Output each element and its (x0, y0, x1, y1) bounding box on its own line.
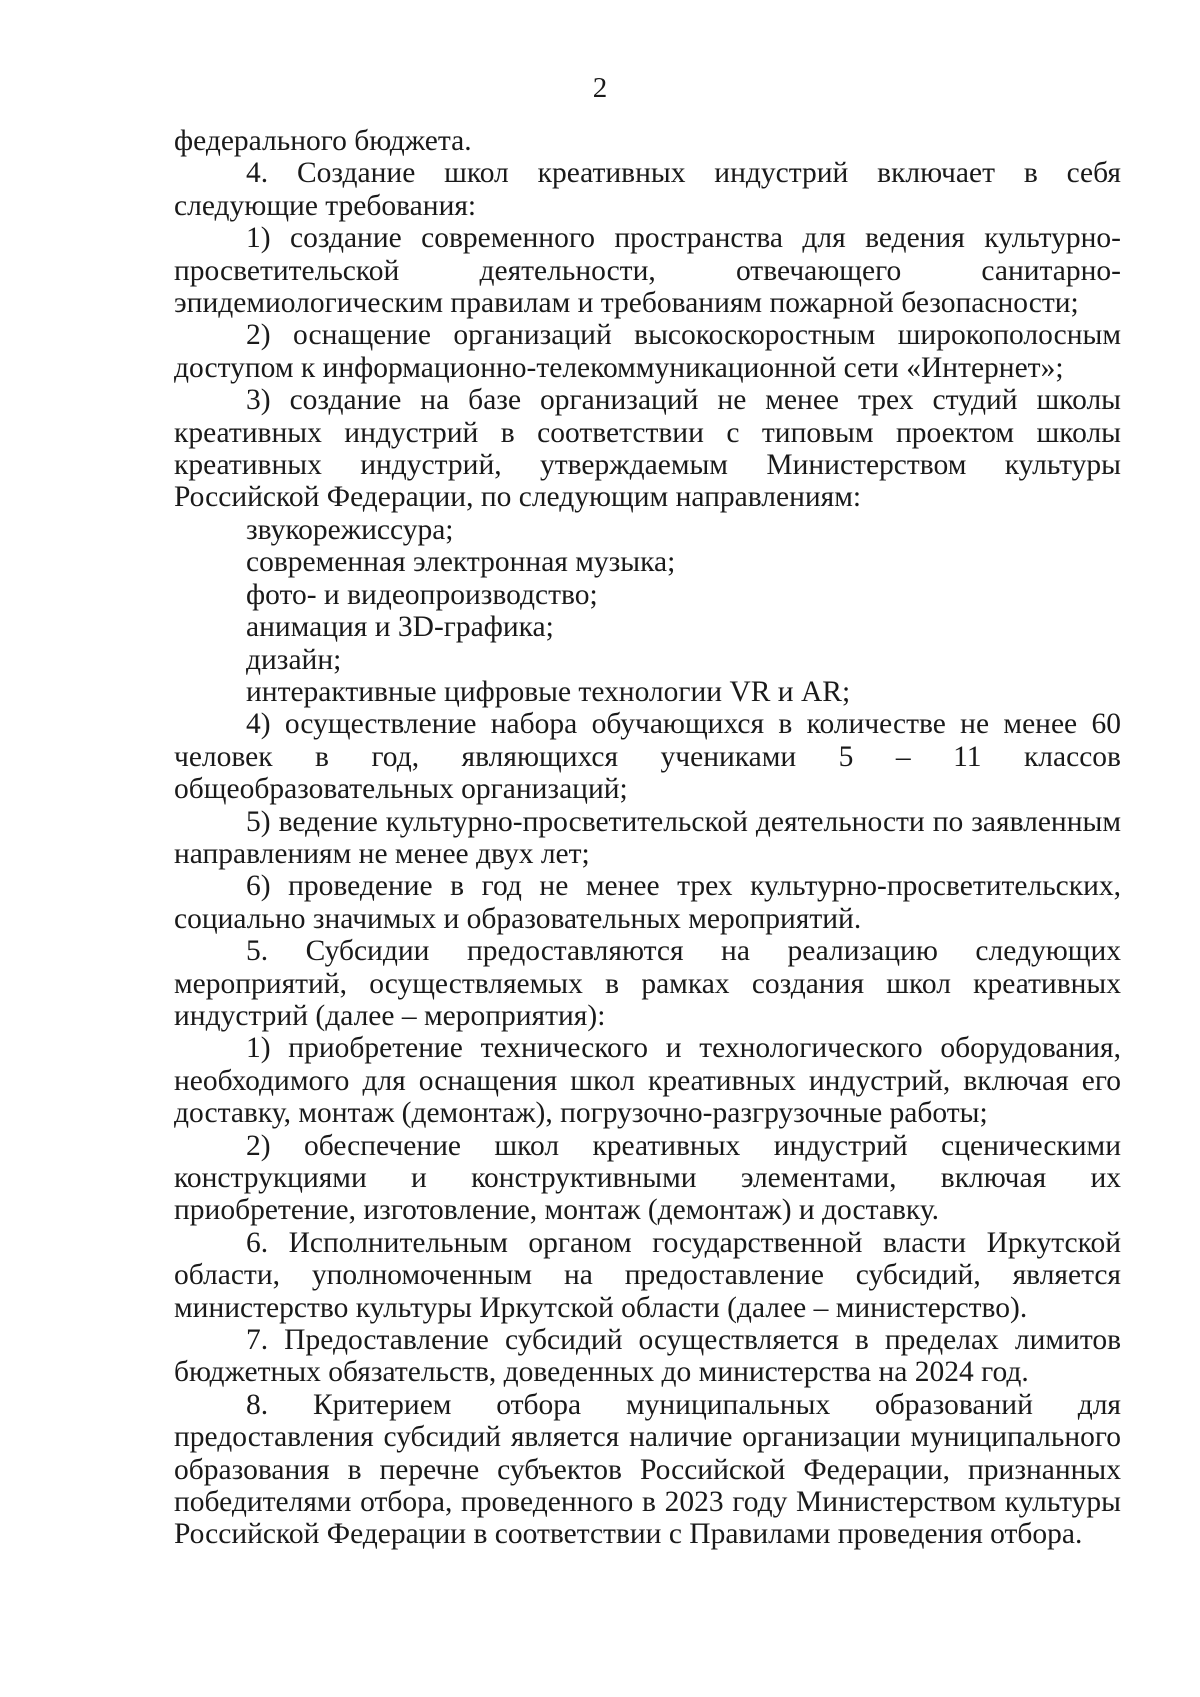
paragraph: 3) создание на базе организаций не менее трех студий школы креативных индустрий в соответствии с типовым проектом школы креативных индустрий, утверждаемым Министерством культуры Российской Федерации, по следующим направлениям: (174, 384, 1121, 514)
list-item: фото- и видеопроизводство; (246, 578, 598, 611)
paragraph: 5. Субсидии предоставляются на реализацию следующих мероприятий, осуществляемых в рамках создания школ креативных индустрий (далее – мероприятия): (174, 935, 1121, 1032)
document-body (174, 125, 1121, 1551)
paragraph: федерального бюджета. (174, 125, 472, 157)
paragraph: 4. Создание школ креативных индустрий включает в себя следующие требования: (174, 157, 1121, 222)
paragraph: 1) создание современного пространства для ведения культурно-просветительской деятельности, отвечающего санитарно-эпидемиологическим правилам и требованиям пожарной безопасности; (174, 222, 1121, 320)
paragraph: 8. Критерием отбора муниципальных образований для предоставления субсидий является наличие организации муниципального образования в перечне субъектов Российской Федерации, признанных победителями отбора, проведенного в 2023 году Министерством культуры Российской Федерации в соответствии с Правилами проведения отбора. (174, 1388, 1121, 1551)
list-item: анимация и 3D-графика; (246, 611, 554, 644)
paragraph: 2) оснащение организаций высокоскоростным широкополосным доступом к информационно-телекоммуникационной сети «Интернет»; (174, 319, 1121, 384)
paragraph: 4) осуществление набора обучающихся в количестве не менее 60 человек в год, являющихся учениками 5 – 11 классов общеобразовательных организаций; (174, 708, 1121, 806)
list-item: современная электронная музыка; (246, 546, 676, 579)
paragraph: 2) обеспечение школ креативных индустрий сценическими конструкциями и конструктивными элементами, включая их приобретение, изготовление, монтаж (демонтаж) и доставку. (174, 1129, 1121, 1227)
paragraph: 6) проведение в год не менее трех культурно-просветительских, социально значимых и образовательных мероприятий. (174, 870, 1121, 935)
paragraph: 5) ведение культурно-просветительской деятельности по заявленным направлениям не менее двух лет; (174, 805, 1121, 870)
paragraph: 1) приобретение технического и технологического оборудования, необходимого для оснащения школ креативных индустрий, включая его доставку, монтаж (демонтаж), погрузочно-разгрузочные работы; (174, 1032, 1121, 1130)
list-item: дизайн; (246, 643, 342, 676)
list-item: звукорежиссура; (246, 513, 454, 546)
paragraph: 6. Исполнительным органом государственной власти Иркутской области, уполномоченным на предоставление субсидий, является министерство культуры Иркутской области (далее – министерство). (174, 1226, 1121, 1324)
page-number: 2 (592, 72, 608, 104)
paragraph: 7. Предоставление субсидий осуществляется в пределах лимитов бюджетных обязательств, доведенных до министерства на 2024 год. (174, 1324, 1121, 1389)
list-item: интерактивные цифровые технологии VR и AR; (246, 675, 851, 708)
